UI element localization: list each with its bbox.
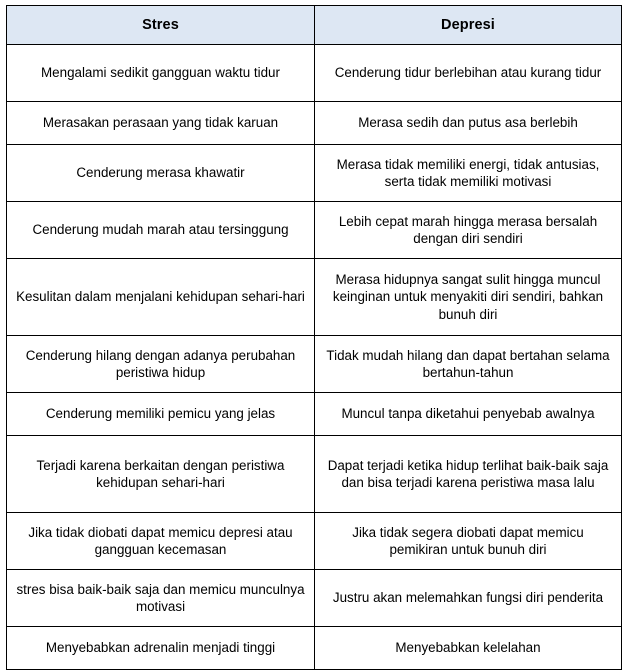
column-header-depresi: Depresi [315,6,622,45]
cell-depresi: Merasa tidak memiliki energi, tidak antusias, serta tidak memiliki motivasi [315,145,622,202]
table-row [7,393,622,436]
cell-stres: Kesulitan dalam menjalani kehidupan sehari-hari [7,259,315,336]
table-row [7,45,622,102]
table-row [7,145,622,202]
table-row [7,513,622,570]
table-row [7,202,622,259]
cell-depresi: Tidak mudah hilang dan dapat bertahan selama bertahun-tahun [315,336,622,393]
cell-depresi: Merasa sedih dan putus asa berlebih [315,102,622,145]
cell-stres: Merasakan perasaan yang tidak karuan [7,102,315,145]
stres-depresi-comparison-table [6,5,622,670]
cell-stres: Jika tidak diobati dapat memicu depresi atau gangguan kecemasan [7,513,315,570]
table-row [7,102,622,145]
cell-stres: Cenderung mudah marah atau tersinggung [7,202,315,259]
table-header-row [7,6,622,45]
column-header-stres: Stres [7,6,315,45]
table-row [7,570,622,627]
cell-stres: Mengalami sedikit gangguan waktu tidur [7,45,315,102]
cell-depresi: Merasa hidupnya sangat sulit hingga muncul keinginan untuk menyakiti diri sendiri, bahkan bunuh diri [315,259,622,336]
cell-depresi: Jika tidak segera diobati dapat memicu pemikiran untuk bunuh diri [315,513,622,570]
cell-depresi: Dapat terjadi ketika hidup terlihat baik-baik saja dan bisa terjadi karena peristiwa masa lalu [315,436,622,513]
cell-stres: Cenderung memiliki pemicu yang jelas [7,393,315,436]
cell-depresi: Cenderung tidur berlebihan atau kurang tidur [315,45,622,102]
cell-stres: Menyebabkan adrenalin menjadi tinggi [7,627,315,670]
table-row [7,259,622,336]
table-body [7,45,622,670]
cell-stres: Cenderung hilang dengan adanya perubahan peristiwa hidup [7,336,315,393]
cell-depresi: Justru akan melemahkan fungsi diri penderita [315,570,622,627]
comparison-table-container [6,5,621,670]
table-row [7,627,622,670]
cell-stres: Terjadi karena berkaitan dengan peristiwa kehidupan sehari-hari [7,436,315,513]
table-row [7,436,622,513]
table-header [7,6,622,45]
cell-depresi: Lebih cepat marah hingga merasa bersalah dengan diri sendiri [315,202,622,259]
cell-stres: Cenderung merasa khawatir [7,145,315,202]
cell-depresi: Menyebabkan kelelahan [315,627,622,670]
table-row [7,336,622,393]
cell-stres: stres bisa baik-baik saja dan memicu munculnya motivasi [7,570,315,627]
cell-depresi: Muncul tanpa diketahui penyebab awalnya [315,393,622,436]
